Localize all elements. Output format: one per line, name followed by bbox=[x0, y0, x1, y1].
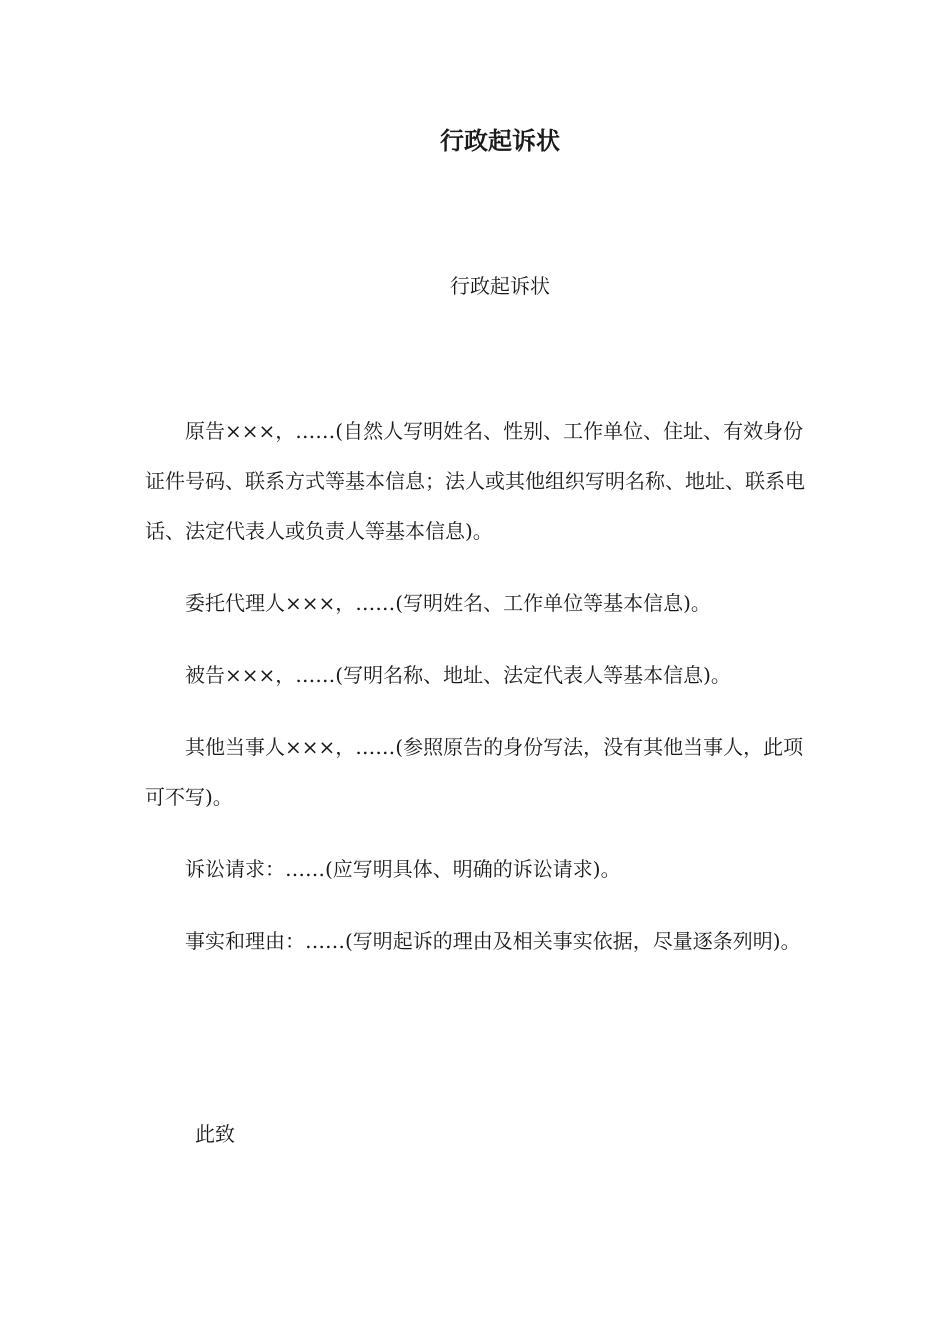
defendant-paragraph: 被告×××，……(写明名称、地址、法定代表人等基本信息)。 bbox=[185, 663, 731, 687]
plaintiff-paragraph: 原告×××，……(自然人写明姓名、性别、工作单位、住址、有效身份证件号码、联系方式等基本信息；法人或其他组织写明名称、地址、联系电话、法定代表人或负责人等基本信息)。 bbox=[145, 419, 805, 543]
facts-reasons-paragraph: 事实和理由：……(写明起诉的理由及相关事实依据，尽量逐条列明)。 bbox=[185, 929, 801, 953]
closing-salutation: 此致 bbox=[195, 1122, 235, 1146]
document-body bbox=[145, 406, 810, 988]
document-subtitle: 行政起诉状 bbox=[450, 274, 550, 298]
claims-paragraph: 诉讼请求：……(应写明具体、明确的诉讼请求)。 bbox=[185, 857, 621, 881]
document-title: 行政起诉状 bbox=[440, 126, 560, 155]
agent-paragraph: 委托代理人×××，……(写明姓名、工作单位等基本信息)。 bbox=[185, 591, 711, 615]
other-party-paragraph: 其他当事人×××，……(参照原告的身份写法，没有其他当事人，此项可不写)。 bbox=[145, 735, 804, 809]
